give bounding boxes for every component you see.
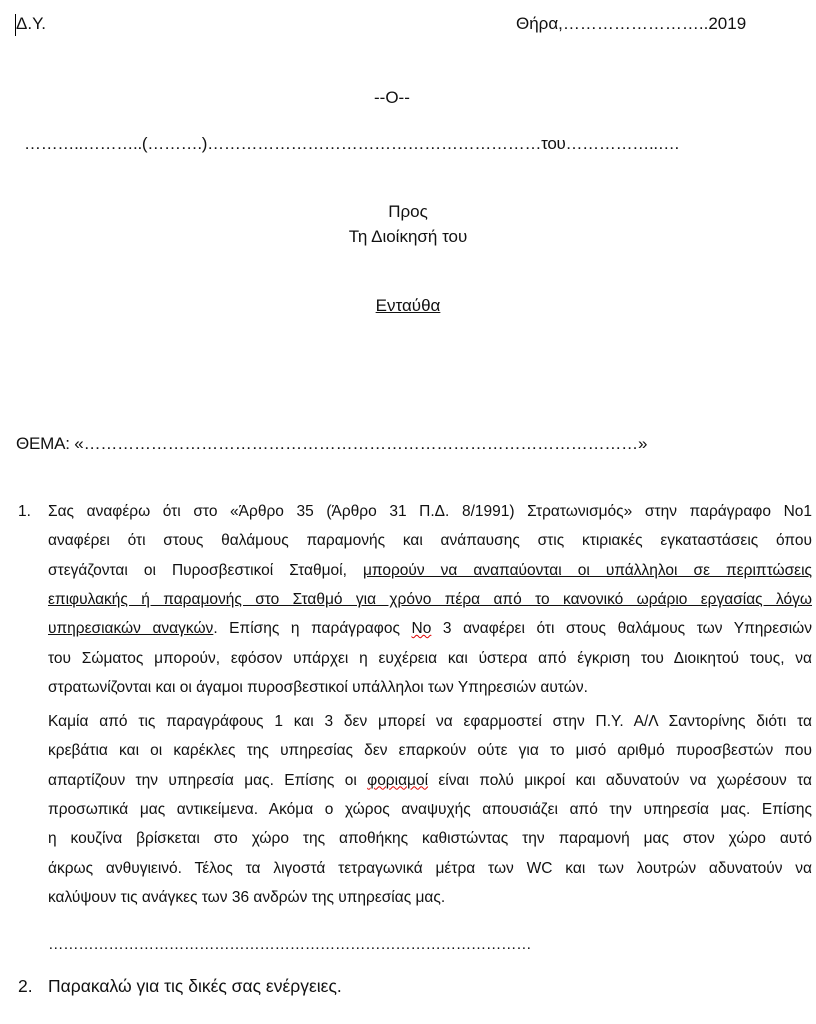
underlined-text: υπηρεσιακών αναγκών bbox=[48, 620, 214, 638]
subject-line: ΘΕΜΑ: «………………………………………………………………………………………» bbox=[16, 434, 648, 453]
recipient-location: Ενταύθα bbox=[375, 296, 441, 315]
paragraph-line bbox=[48, 742, 812, 760]
paragraph-line bbox=[48, 713, 812, 731]
paragraph-line bbox=[48, 562, 812, 580]
text-segment: άκρως ανθυγιεινό. Τέλος τα λιγοστά τετραγωνικά μέτρα των WC και των λουτρών αδυνατούν να bbox=[48, 859, 812, 877]
text-segment: Καμία από τις παραγράφους 1 και 3 δεν μπορεί να εφαρμοστεί στην Π.Υ. Α/Λ Σαντορίνης διότι τα bbox=[48, 713, 812, 730]
text-segment: κρεβάτια και οι καρέκλες της υπηρεσίας δεν επαρκούν ούτε για το μισό αριθμό πυροσβεστών που bbox=[48, 742, 812, 760]
paragraph-line bbox=[48, 620, 812, 638]
item-2-text: Παρακαλώ για τις δικές σας ενέργειες. bbox=[48, 976, 342, 996]
paragraph-line bbox=[48, 830, 812, 848]
recipient-to: Προς bbox=[388, 202, 428, 221]
item-number-1: 1. bbox=[18, 503, 31, 520]
paragraph-line bbox=[48, 591, 812, 609]
paragraph-line bbox=[48, 889, 812, 907]
paragraph-line bbox=[48, 772, 812, 790]
text-segment: προσωπικά μας αντικείμενα. Ακόμα ο χώρος αναψυχής απουσιάζει από την υπηρεσία μας. Επίσης bbox=[48, 800, 812, 818]
item-number-2: 2. bbox=[18, 976, 33, 996]
paragraph-line bbox=[48, 532, 812, 550]
underlined-text: επιφυλακής ή παραμονής στο Σταθμό για χρόνο πέρα από το κανονικό ωράριο εργασίας λόγω bbox=[48, 590, 812, 608]
text-segment: 3 αναφέρει ότι στους θαλάμους των Υπηρεσιών bbox=[431, 620, 812, 638]
trailing-dots: …………………………………………………………………………………… bbox=[48, 936, 532, 953]
text-segment: καλύψουν τις ανάγκες των 36 ανδρών της υπηρεσίας μας. bbox=[48, 888, 446, 906]
underlined-text: μπορούν να αναπαύονται οι υπάλληλοι σε περιπτώσεις bbox=[362, 561, 812, 579]
text-segment: Σας αναφέρω ότι στο «Άρθρο 35 (Άρθρο 31 Π.Δ. 8/1991) Στρατωνισμός» στην παράγραφο Νο1 bbox=[48, 503, 812, 520]
text-segment: στεγάζονται οι Πυροσβεστικοί Σταθμοί, bbox=[48, 561, 363, 579]
from-line: ………..………..(……….)……………………………………………………του……………..…. bbox=[24, 134, 679, 153]
text-segment: του Σώματος μπορούν, εφόσον υπάρχει η ευχέρεια και ύστερα από έγκριση του Διοικητού τους, να bbox=[48, 649, 812, 667]
misspelled-word: φοριαμοί bbox=[367, 771, 429, 789]
paragraph-line bbox=[48, 679, 812, 697]
reference-mark: --Ο-- bbox=[374, 88, 410, 107]
paragraph-line bbox=[48, 860, 812, 878]
text-segment: αναφέρει ότι στους θαλάμους παραμονής και ανάπαυσης στις κτιριακές εγκαταστάσεις όπου bbox=[48, 532, 812, 550]
paragraph-line bbox=[48, 503, 812, 521]
text-segment: απαρτίζουν την υπηρεσία μας. Επίσης οι bbox=[48, 771, 368, 789]
sender-code: Δ.Υ. bbox=[16, 14, 46, 33]
text-segment: είναι πολύ μικροί και αδυνατούν να χωρέσουν τα bbox=[428, 771, 813, 789]
text-segment: η κουζίνα βρίσκεται στο χώρο της αποθήκης καθιστώντας την παραμονή μας στον χώρο αυτό bbox=[48, 830, 812, 848]
misspelled-word: Νο bbox=[411, 620, 432, 638]
text-segment: . Επίσης η παράγραφος bbox=[213, 620, 412, 638]
place-date: Θήρα,……………………..2019 bbox=[516, 14, 747, 33]
paragraph-line bbox=[48, 801, 812, 819]
paragraph-line bbox=[48, 650, 812, 668]
text-segment: στρατωνίζονται και οι άγαμοι πυροσβεστικοί υπάλληλοι των Υπηρεσιών αυτών. bbox=[48, 678, 588, 696]
recipient-name: Τη Διοίκησή του bbox=[348, 227, 468, 246]
